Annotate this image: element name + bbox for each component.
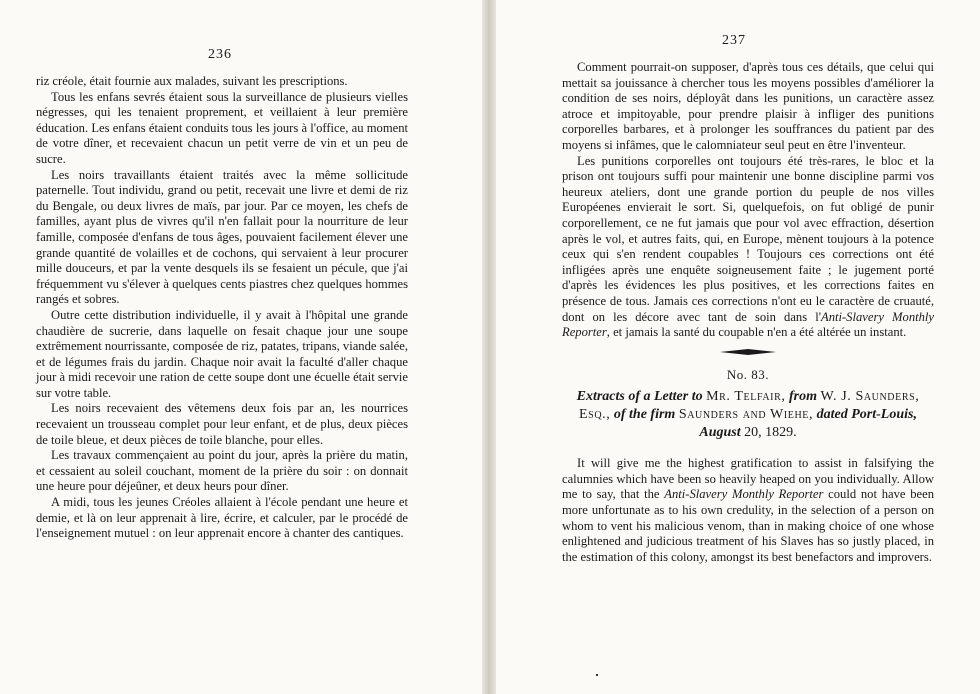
paragraph: Les noirs recevaient des vêtemens deux fois par an, les nourrices recevaient un trousseau complet pour leur enfant, et de plus, deux pièces de toile bleue, et deux pièces de toile blanche, pour elles. (36, 401, 408, 447)
page-number: 236 (208, 47, 232, 62)
heading-name: W. J. Saunders, Esq., (579, 389, 920, 423)
paragraph-text: Les punitions corporelles ont toujours été très-rares, le bloc et la prison ont toujours suffi pour maintenir une bonne discipline parmi vos heureux ateliers, dont une grande portion du peuple de nos villes Européenes envierait le sort. Si, quelquefois, on fut obligé de punir corporellement, ce ne fut jamais que pour vol avec effraction, désertion après le vol, et autres faits, qui, en Europe, mènent toujours à la potence ceux qui s'en rendent coupables ! Toujours ces corrections ont été infligées après une enquête soigneusement faite ; le jugement porté d'après les évidences les plus positives, et les corrections faites en présence de tous. Jamais ces corrections n'ont eu le caractère de cruauté, dont on les décore avec tant de soin dans l' (562, 153, 934, 324)
heading-part: Extracts of a Letter (576, 389, 689, 405)
letter-number: No. 83. (726, 366, 770, 382)
print-mark (596, 674, 598, 676)
left-page (0, 0, 482, 694)
heading-name: Saunders and Wiehe, (678, 407, 814, 423)
paragraph-text: , et jamais la santé du coupable n'en a été altérée un instant. (606, 325, 907, 340)
paragraph: Outre cette distribution individuelle, il y avait à l'hôpital une grande chaudière de sucrerie, dans laquelle on fesait chaque jour une soupe extrêmement nourrissante, composée de riz, patates, tripans, viande salée, et de légumes frais du jardin. Chaque noir avait la faculté d'aller chaque jour à midi recevoir une ration de cette soupe dont une écuelle était servie sur votre table. (36, 307, 408, 400)
heading-part: of the firm (610, 407, 679, 423)
heading-name: Mr. Telfair, (706, 389, 786, 405)
book-gutter (482, 0, 496, 694)
paragraph: Les travaux commençaient au point du jour, après la prière du matin, et cessaient au soleil couchant, moment de la prière du soir : on donnait une heure pour déjeûner, et deux heurs pour dîner. (36, 448, 408, 494)
paragraph: Les noirs travaillants étaient traités avec la même sollicitude paternelle. Tout individu, grand ou petit, recevait une livre et demi de riz du Bengale, ou deux livres de maïs, par jour. Par ce moyen, les chefs de familles, ayant plus de vivres qu'il n'en fallait pour la nourriture de leur famille, composée d'enfans de tous âges, pouvaient facilement élever une grande quantité de volailles et de cochons, qui servaient à leur procurer mille douceurs, et par la vente desquels ils se fesaient un pécule, que j'ai fréquemment vu s'élever à quelques cents piastres chez quelques hommes rangés et sobres. (36, 167, 408, 307)
ornamental-divider (718, 347, 778, 357)
heading-part: from (785, 389, 821, 405)
paragraph: A midi, tous les jeunes Créoles allaient à l'école pendant une heure et demie, et là on leur apprenait à lire, écrire, et calculer, par le procédé de l'enseignement mutuel : on leur apprenait encore à chanter des cantiques. (36, 495, 408, 541)
heading-date: 20, 1829. (744, 425, 797, 441)
heading-part: to (688, 389, 707, 405)
letter-body (562, 456, 934, 565)
paragraph-text: It will give me the highest gratification to assist in falsifying the calumnies which have been so heavily heaped on you individually. Allow me to say, that the (562, 456, 934, 502)
paragraph (562, 154, 934, 341)
paragraph: riz créole, était fournie aux malades, suivant les prescriptions. (36, 74, 348, 88)
left-page-text (36, 74, 408, 542)
publication-title: Anti-Slavery Monthly Reporter (664, 487, 824, 502)
publication-title: Anti-Slavery Monthly Reporter (562, 309, 934, 340)
right-page-text (562, 60, 934, 565)
page-number: 237 (722, 33, 746, 48)
letter-heading (576, 388, 920, 442)
paragraph: Tous les enfans sevrés étaient sous la surveillance de plusieurs vielles négresses, qui les tenaient proprement, et veillaient à leur première éducation. Les enfans étaient conduits tous les jours à l'office, au moment de votre dîner, et recevaient chacun un petit verre de vin et un peu de sucre. (36, 89, 408, 166)
paragraph (562, 456, 934, 565)
paragraph-text: could not have been more unfortunate as to his own credulity, in the selection of a person on whom to vent his malicious venom, than in making choice of one whose enlightened and judicious treatment of his Slaves has so justly placed, in the estimation of this colony, amongst its best benefactors and improvers. (562, 487, 934, 564)
paragraph: Comment pourrait-on supposer, d'après tous ces détails, que celui qui mettait sa jouissance à chercher tous les moyens possibles d'améliorer la condition de ses noirs, déployât dans les punitions, un caractère assez atroce et impitoyable, pour prendre plaisir à infliger des punitions corporelles barbares, et à prolonger les souffrances du patient par des moyens si infâmes, que le calomniateur seul peut en être l'inventeur. (562, 60, 934, 152)
right-page (496, 0, 980, 694)
heading-part: dated Port-Louis, August (699, 407, 917, 441)
